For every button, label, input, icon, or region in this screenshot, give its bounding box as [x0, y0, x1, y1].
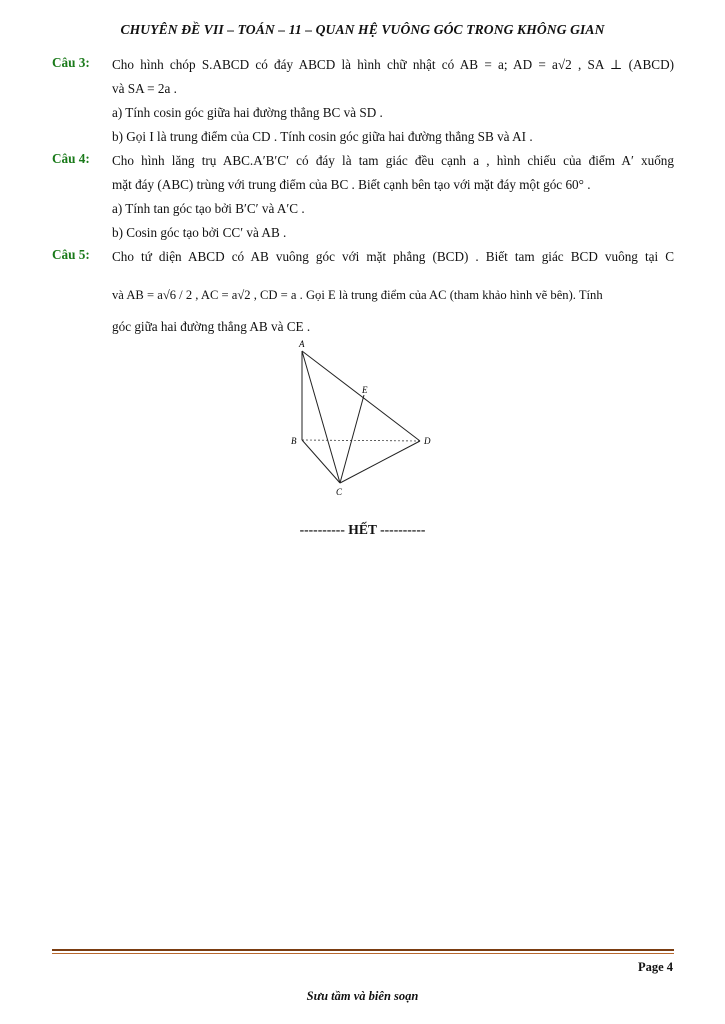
vertex-label-d: D	[424, 436, 431, 446]
question-line: mặt đáy (ABC) trùng với trung điểm của BC . Biết cạnh bên tạo với mặt đáy một góc 60° .	[112, 177, 591, 192]
end-marker: ---------- HẾT ----------	[299, 522, 426, 537]
edge-ce	[340, 395, 364, 483]
vertex-label-b: B	[291, 436, 297, 446]
edge-ac	[302, 351, 340, 483]
question-line: góc giữa hai đường thẳng AB và CE .	[112, 319, 311, 334]
question-line: b) Gọi I là trung điểm của CD . Tính cosin góc giữa hai đường thẳng SB và AI .	[112, 129, 533, 144]
question-line: và AB = a√6 / 2 , AC = a√2 , CD = a . Gọi E là trung điểm của AC (tham khảo hình vẽ bên). Tính	[112, 288, 603, 302]
page-header: CHUYÊN ĐỀ VII – TOÁN – 11 – QUAN HỆ VUÔNG GÓC TRONG KHÔNG GIAN	[120, 22, 605, 37]
question-line: Cho hình chóp S.ABCD có đáy ABCD là hình chữ nhật có AB = a; AD = a√2 , SA ⊥ (ABCD)	[112, 57, 674, 72]
edge-cd	[340, 441, 420, 483]
footer-rule-thin	[52, 953, 674, 954]
question-label: Câu 5:	[52, 247, 90, 262]
vertex-label-e: E	[362, 385, 368, 395]
edge-ad	[302, 351, 420, 441]
question-line: và SA = 2a .	[112, 81, 177, 96]
page-number: Page 4	[637, 960, 673, 974]
question-line: b) Cosin góc tạo bởi CC′ và AB .	[112, 225, 287, 240]
question-label: Câu 4:	[52, 151, 90, 166]
question-line: Cho tứ diện ABCD có AB vuông góc với mặt phẳng (BCD) . Biết tam giác BCD vuông tại C	[112, 249, 674, 264]
question-label: Câu 3:	[52, 55, 90, 70]
tetrahedron-figure	[280, 335, 440, 505]
question-line: a) Tính cosin góc giữa hai đường thẳng BC và SD .	[112, 105, 383, 120]
question-line: Cho hình lăng trụ ABC.A′B′C′ có đáy là tam giác đều cạnh a , hình chiếu của điểm A′ xuống	[112, 153, 674, 168]
vertex-label-c: C	[336, 487, 343, 497]
edge-bd-hidden	[302, 440, 420, 441]
question-line: a) Tính tan góc tạo bởi B′C′ và A′C .	[112, 201, 305, 216]
vertex-label-a: A	[299, 339, 305, 349]
footer-text: Sưu tầm và biên soạn	[306, 989, 419, 1003]
footer-rule	[52, 949, 674, 951]
